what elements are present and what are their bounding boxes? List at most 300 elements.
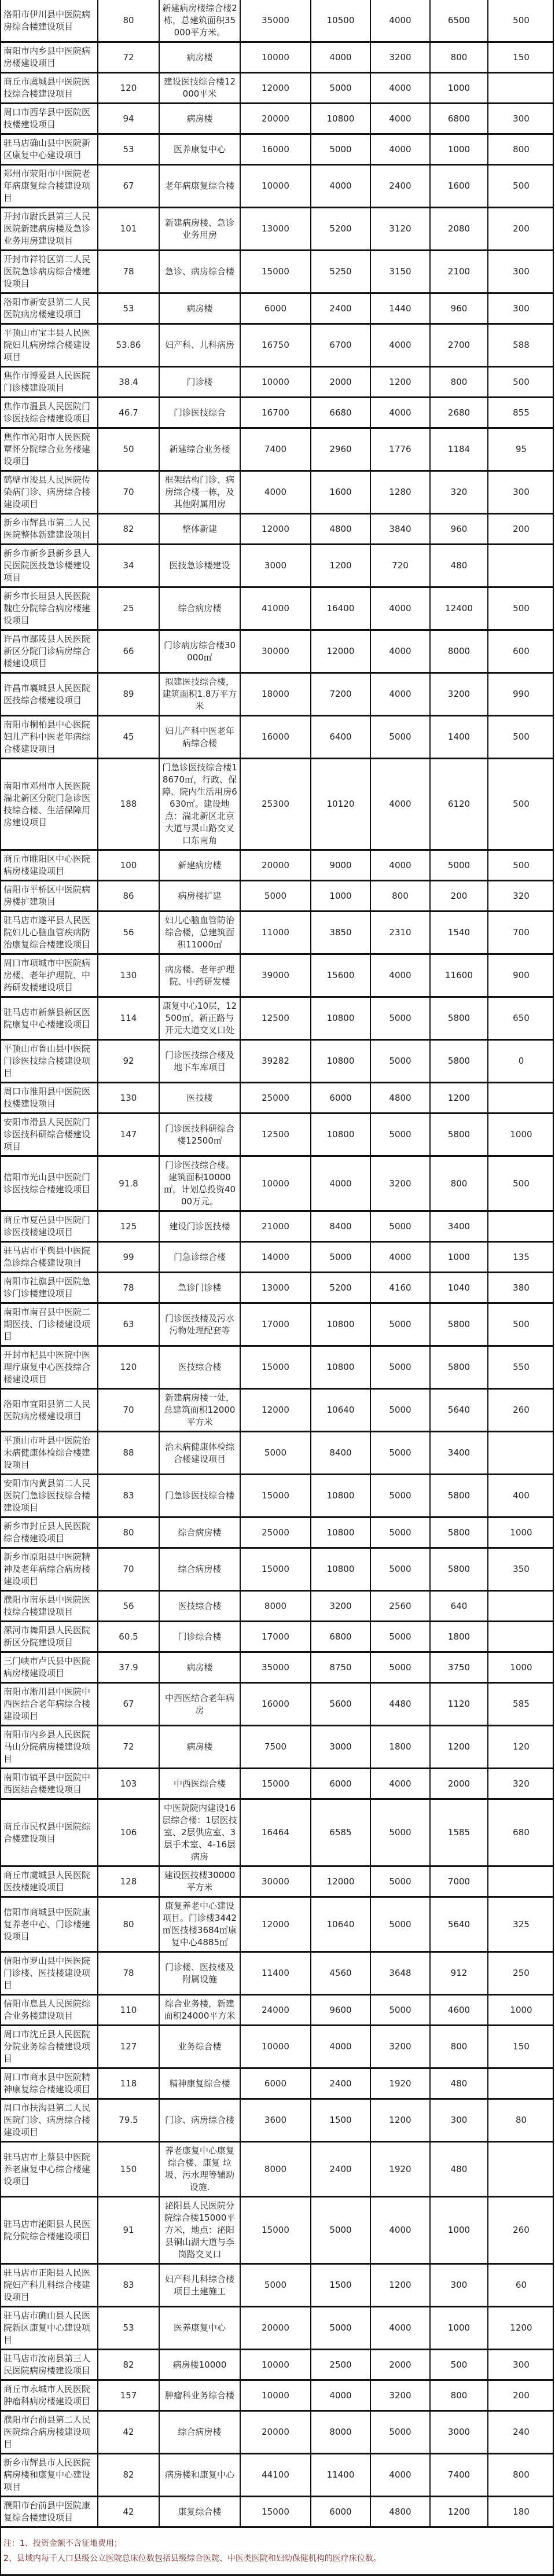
- annual-plan-cell: 300: [488, 293, 554, 324]
- project-name-cell: 南阳市桐柏县中心医院妇儿产科中医老年病综合楼建设项目: [1, 716, 98, 759]
- local-funding-cell: 5640: [430, 1389, 488, 1432]
- total-investment-cell: 10800: [311, 1517, 370, 1548]
- beds-per-thousand-cell: 94: [98, 104, 159, 134]
- construction-content-cell: 中医院院内建设16层综合楼：1层医技室、2层供应室、3层手术室、4-16层病房: [159, 1799, 240, 1866]
- central-funding-cell: 4000: [370, 2454, 430, 2497]
- building-area-cell: 39282: [240, 1040, 311, 1083]
- beds-per-thousand-cell: 103: [98, 1769, 159, 1799]
- beds-per-thousand-cell: 63: [98, 1303, 159, 1346]
- total-investment-cell: 10800: [311, 1548, 370, 1591]
- construction-content-cell: 病房楼扩建: [159, 881, 240, 912]
- annual-plan-cell: 200: [488, 514, 554, 545]
- project-name-cell: 商丘市睢阳区中心医院病房楼建设项目: [1, 850, 98, 881]
- total-investment-cell: 9600: [311, 1995, 370, 2026]
- table-row: [1, 1040, 554, 1083]
- table-row: [1, 1591, 554, 1622]
- annual-plan-cell: 588: [488, 324, 554, 367]
- table-row: [1, 104, 554, 134]
- local-funding-cell: 5800: [430, 997, 488, 1040]
- construction-content-cell: 门诊医技综合楼。建筑面积10000㎡，计划总投资4000万元。: [159, 1156, 240, 1211]
- central-funding-cell: 5000: [370, 1303, 430, 1346]
- central-funding-cell: 5000: [370, 1432, 430, 1475]
- construction-content-cell: 新建病房楼、急诊业务用房: [159, 208, 240, 251]
- beds-per-thousand-cell: 80: [98, 1897, 159, 1952]
- project-name-cell: 南阳市南召县中医院二期医技、门诊楼建设项目: [1, 1303, 98, 1346]
- construction-content-cell: 门诊医技综合楼及地下车库项目: [159, 1040, 240, 1083]
- table-row: [1, 1114, 554, 1156]
- total-investment-cell: 4000: [311, 165, 370, 208]
- annual-plan-cell: 500: [488, 850, 554, 881]
- central-funding-cell: 5000: [370, 1548, 430, 1591]
- project-name-cell: 开封市尉氏县第三人民医院新建病房楼及急诊业务用房建设项目: [1, 208, 98, 251]
- local-funding-cell: 5800: [430, 1475, 488, 1517]
- table-row: [1, 587, 554, 630]
- construction-content-cell: 病房楼: [159, 104, 240, 134]
- table-row: [1, 1083, 554, 1114]
- beds-per-thousand-cell: 188: [98, 759, 159, 850]
- total-investment-cell: 4000: [311, 2380, 370, 2411]
- construction-content-cell: 妇产科、儿科病房: [159, 324, 240, 367]
- central-funding-cell: 4000: [370, 324, 430, 367]
- project-name-cell: 信阳市息县人民医院综合业务楼建设项目: [1, 1995, 98, 2026]
- beds-per-thousand-cell: 120: [98, 73, 159, 104]
- construction-content-cell: 门诊医技楼及污水污物处理配套等: [159, 1303, 240, 1346]
- beds-per-thousand-cell: 56: [98, 912, 159, 954]
- beds-per-thousand-cell: 82: [98, 514, 159, 545]
- annual-plan-cell: 260: [488, 1389, 554, 1432]
- project-name-cell: 商丘市民权县中医院综合楼建设项目: [1, 1799, 98, 1866]
- annual-plan-cell: 1200: [488, 2307, 554, 2350]
- building-area-cell: 16750: [240, 324, 311, 367]
- total-investment-cell: 2000: [311, 367, 370, 398]
- beds-per-thousand-cell: 70: [98, 1548, 159, 1591]
- local-funding-cell: 1400: [430, 716, 488, 759]
- total-investment-cell: 5600: [311, 1683, 370, 1726]
- annual-plan-cell: 700: [488, 912, 554, 954]
- construction-content-cell: 治未病健康体检综合楼建设项目: [159, 1432, 240, 1475]
- local-funding-cell: 800: [430, 2380, 488, 2411]
- total-investment-cell: 6585: [311, 1799, 370, 1866]
- project-name-cell: 周口市淮阳县中医院医技楼建设项目: [1, 1083, 98, 1114]
- construction-content-cell: 医技楼: [159, 1083, 240, 1114]
- central-funding-cell: 4000: [370, 954, 430, 997]
- construction-content-cell: 中西医结合老年病房: [159, 1683, 240, 1726]
- project-name-cell: 驻马店市确山县人民医院新区康复中心建设项目: [1, 2307, 98, 2350]
- central-funding-cell: 3150: [370, 251, 430, 293]
- annual-plan-cell: 350: [488, 1548, 554, 1591]
- construction-content-cell: 门诊医技综合: [159, 398, 240, 428]
- total-investment-cell: 10800: [311, 1040, 370, 1083]
- table-row: [1, 1273, 554, 1303]
- project-name-cell: 濮阳市台前县中医院康复综合楼建设项目: [1, 2497, 98, 2527]
- construction-content-cell: 病房楼: [159, 1726, 240, 1769]
- building-area-cell: 10000: [240, 165, 311, 208]
- table-row: [1, 1866, 554, 1897]
- construction-content-cell: 医技综合楼: [159, 1591, 240, 1622]
- construction-content-cell: 新建病房楼: [159, 850, 240, 881]
- annual-plan-cell: [488, 2068, 554, 2099]
- building-area-cell: 10000: [240, 367, 311, 398]
- total-investment-cell: 2500: [311, 2350, 370, 2380]
- project-name-cell: 驻马店确山县中医院新区康复中心建设项目: [1, 134, 98, 165]
- central-funding-cell: 4000: [370, 587, 430, 630]
- building-area-cell: 14000: [240, 1242, 311, 1273]
- local-funding-cell: 7400: [430, 2454, 488, 2497]
- central-funding-cell: 4000: [370, 1242, 430, 1273]
- building-area-cell: 12500: [240, 997, 311, 1040]
- beds-per-thousand-cell: 86: [98, 881, 159, 912]
- central-funding-cell: 1200: [370, 367, 430, 398]
- beds-per-thousand-cell: 34: [98, 545, 159, 587]
- construction-content-cell: 门诊综合楼: [159, 1622, 240, 1652]
- local-funding-cell: 8000: [430, 630, 488, 673]
- central-funding-cell: 3200: [370, 42, 430, 73]
- building-area-cell: 20000: [240, 104, 311, 134]
- central-funding-cell: 1200: [370, 2099, 430, 2142]
- project-name-cell: 郑州市荥阳市中医院老年病康复综合楼建设项目: [1, 165, 98, 208]
- beds-per-thousand-cell: 53: [98, 2307, 159, 2350]
- beds-per-thousand-cell: 83: [98, 2264, 159, 2307]
- local-funding-cell: 7000: [430, 1866, 488, 1897]
- beds-per-thousand-cell: 78: [98, 1273, 159, 1303]
- total-investment-cell: 16400: [311, 587, 370, 630]
- building-area-cell: 5000: [240, 2264, 311, 2307]
- building-area-cell: 15000: [240, 1769, 311, 1799]
- project-name-cell: 开封市祥符区第二人民医院急诊病房综合楼建设项目: [1, 251, 98, 293]
- total-investment-cell: 2400: [311, 2068, 370, 2099]
- construction-content-cell: 病房楼: [159, 293, 240, 324]
- table-row: [1, 324, 554, 367]
- local-funding-cell: 960: [430, 293, 488, 324]
- project-name-cell: 洛阳市宜阳县第二人民医院病房楼建设项目: [1, 1389, 98, 1432]
- project-name-cell: 商丘市夏邑县中医院门诊医技楼建设项目: [1, 1211, 98, 1242]
- total-investment-cell: 10800: [311, 1475, 370, 1517]
- local-funding-cell: 1585: [430, 1799, 488, 1866]
- project-name-cell: 新乡市封丘县人民医院综合楼建设项目: [1, 1517, 98, 1548]
- construction-content-cell: 整体新建: [159, 514, 240, 545]
- central-funding-cell: 5000: [370, 1346, 430, 1389]
- project-name-cell: 周口市西华县中医院医技楼建设项目: [1, 104, 98, 134]
- beds-per-thousand-cell: 38.4: [98, 367, 159, 398]
- beds-per-thousand-cell: 101: [98, 208, 159, 251]
- central-funding-cell: 5000: [370, 1799, 430, 1866]
- total-investment-cell: 4800: [311, 514, 370, 545]
- local-funding-cell: 500: [430, 2350, 488, 2380]
- annual-plan-cell: 250: [488, 1952, 554, 1995]
- table-row: [1, 2497, 554, 2527]
- total-investment-cell: 6680: [311, 398, 370, 428]
- footnote-2: 2、县域内每千人口县级公立医院总床位数包括县级综合医院、中医类医院和妇幼保健机构的医疗床位数。: [3, 2554, 381, 2563]
- table-row: [1, 2380, 554, 2411]
- local-funding-cell: 800: [430, 367, 488, 398]
- building-area-cell: 15000: [240, 251, 311, 293]
- beds-per-thousand-cell: 42: [98, 2497, 159, 2527]
- total-investment-cell: 5000: [311, 73, 370, 104]
- central-funding-cell: 4000: [370, 398, 430, 428]
- beds-per-thousand-cell: 147: [98, 1114, 159, 1156]
- annual-plan-cell: 585: [488, 1683, 554, 1726]
- beds-per-thousand-cell: 88: [98, 1432, 159, 1475]
- building-area-cell: 16464: [240, 1799, 311, 1866]
- table-row: [1, 1897, 554, 1952]
- annual-plan-cell: 500: [488, 759, 554, 850]
- beds-per-thousand-cell: 78: [98, 1952, 159, 1995]
- local-funding-cell: 2700: [430, 324, 488, 367]
- annual-plan-cell: [488, 1083, 554, 1114]
- total-investment-cell: 15600: [311, 954, 370, 997]
- total-investment-cell: 5000: [311, 1242, 370, 1273]
- local-funding-cell: 2000: [430, 1769, 488, 1799]
- local-funding-cell: 2080: [430, 208, 488, 251]
- table-row: [1, 912, 554, 954]
- central-funding-cell: 5000: [370, 1897, 430, 1952]
- total-investment-cell: 10500: [311, 0, 370, 42]
- annual-plan-cell: 0: [488, 1040, 554, 1083]
- beds-per-thousand-cell: 53: [98, 134, 159, 165]
- central-funding-cell: 1440: [370, 293, 430, 324]
- construction-content-cell: 建设门诊医技楼: [159, 1211, 240, 1242]
- table-row: [1, 2068, 554, 2099]
- project-name-cell: 南阳市内乡县人民医院马山分院病房楼建设项目: [1, 1726, 98, 1769]
- construction-content-cell: 康复养老中心建设项目。门诊楼3442㎡医技楼3684㎡康复中心4885㎡: [159, 1897, 240, 1952]
- table-row: [1, 2411, 554, 2454]
- table-row: [1, 2026, 554, 2068]
- building-area-cell: 16000: [240, 1683, 311, 1726]
- annual-plan-cell: 240: [488, 2411, 554, 2454]
- total-investment-cell: 4000: [311, 42, 370, 73]
- beds-per-thousand-cell: 91.8: [98, 1156, 159, 1211]
- table-row: [1, 1475, 554, 1517]
- total-investment-cell: 8400: [311, 1432, 370, 1475]
- building-area-cell: 10000: [240, 2350, 311, 2380]
- beds-per-thousand-cell: 67: [98, 1683, 159, 1726]
- project-name-cell: 许昌市鄢陵县人民医院新区分院门诊病房综合楼建设项目: [1, 630, 98, 673]
- building-area-cell: 20000: [240, 850, 311, 881]
- beds-per-thousand-cell: 37.9: [98, 1652, 159, 1683]
- table-row: [1, 134, 554, 165]
- total-investment-cell: 5000: [311, 2307, 370, 2350]
- construction-content-cell: 拟建医技综合楼，建筑面积1.8万平方米: [159, 673, 240, 716]
- local-funding-cell: 5800: [430, 1346, 488, 1389]
- beds-per-thousand-cell: 42: [98, 2411, 159, 2454]
- central-funding-cell: 5000: [370, 1389, 430, 1432]
- annual-plan-cell: 320: [488, 881, 554, 912]
- local-funding-cell: 3200: [430, 673, 488, 716]
- local-funding-cell: 200: [430, 881, 488, 912]
- total-investment-cell: 12000: [311, 630, 370, 673]
- central-funding-cell: 5000: [370, 1622, 430, 1652]
- construction-content-cell: 门急诊综合楼: [159, 1242, 240, 1273]
- table-row: [1, 673, 554, 716]
- hospital-project-table: [1, 0, 554, 2528]
- annual-plan-cell: 300: [488, 2350, 554, 2380]
- table-row: [1, 1303, 554, 1346]
- annual-plan-cell: 500: [488, 1303, 554, 1346]
- table-footnotes: [1, 2528, 553, 2576]
- beds-per-thousand-cell: 79.5: [98, 2099, 159, 2142]
- central-funding-cell: 1800: [370, 1726, 430, 1769]
- annual-plan-cell: [488, 1866, 554, 1897]
- local-funding-cell: 1000: [430, 2197, 488, 2264]
- project-name-cell: 新乡市辉县市人民医院病房楼和康复中心建设项目: [1, 2454, 98, 2497]
- annual-plan-cell: 80: [488, 2099, 554, 2142]
- building-area-cell: 10000: [240, 2026, 311, 2068]
- local-funding-cell: 5800: [430, 1517, 488, 1548]
- construction-content-cell: 框架结构门诊、病房综合楼一栋，及其他附属用房: [159, 471, 240, 514]
- local-funding-cell: 800: [430, 1156, 488, 1211]
- project-name-cell: 平顶山市宝丰县人民医院妇儿病房综合楼建设项目: [1, 324, 98, 367]
- central-funding-cell: 3200: [370, 1156, 430, 1211]
- annual-plan-cell: [488, 1591, 554, 1622]
- project-name-cell: 新乡市长垣县人民医院魏庄分院综合病房楼建设项目: [1, 587, 98, 630]
- total-investment-cell: 6000: [311, 1083, 370, 1114]
- beds-per-thousand-cell: 120: [98, 1346, 159, 1389]
- total-investment-cell: 1200: [311, 545, 370, 587]
- local-funding-cell: 300: [430, 2264, 488, 2307]
- project-name-cell: 商丘市虞城县人民医院医技楼建设项目: [1, 1866, 98, 1897]
- table-row: [1, 881, 554, 912]
- table-row: [1, 759, 554, 850]
- building-area-cell: 35000: [240, 1652, 311, 1683]
- project-name-cell: 驻马店市泌阳县人民医院分院综合楼建设项目: [1, 2197, 98, 2264]
- beds-per-thousand-cell: 114: [98, 997, 159, 1040]
- central-funding-cell: 5000: [370, 2411, 430, 2454]
- table-row: [1, 2142, 554, 2197]
- project-name-cell: 驻马店市上蔡县中医院养老康复中心综合楼建设项目: [1, 2142, 98, 2197]
- table-row: [1, 1389, 554, 1432]
- building-area-cell: 39000: [240, 954, 311, 997]
- local-funding-cell: 5800: [430, 1114, 488, 1156]
- construction-content-cell: 医技综合楼: [159, 1346, 240, 1389]
- construction-content-cell: 医养康复中心: [159, 2307, 240, 2350]
- construction-content-cell: 急诊门诊楼: [159, 1273, 240, 1303]
- central-funding-cell: 2400: [370, 165, 430, 208]
- central-funding-cell: 4480: [370, 1683, 430, 1726]
- building-area-cell: 11000: [240, 912, 311, 954]
- project-name-cell: 平顶山市叶县中医院治未病健康体检综合楼建设项目: [1, 1432, 98, 1475]
- project-name-cell: 信阳市平桥区中医院病房楼扩建项目: [1, 881, 98, 912]
- annual-plan-cell: 120: [488, 1726, 554, 1769]
- construction-content-cell: 康复综合楼: [159, 2497, 240, 2527]
- local-funding-cell: 1540: [430, 912, 488, 954]
- table-row: [1, 293, 554, 324]
- project-name-cell: 周口市沈丘县人民医院分院业务综合楼建设项目: [1, 2026, 98, 2068]
- beds-per-thousand-cell: 67: [98, 165, 159, 208]
- construction-content-cell: 医技急诊楼建设: [159, 545, 240, 587]
- local-funding-cell: 2100: [430, 251, 488, 293]
- beds-per-thousand-cell: 91: [98, 2197, 159, 2264]
- central-funding-cell: 4000: [370, 673, 430, 716]
- construction-content-cell: 泌阳县人民医院分院综合楼15000平方米，地点：泌阳县铜山湖大道与李岗路交叉口: [159, 2197, 240, 2264]
- building-area-cell: 10000: [240, 2380, 311, 2411]
- central-funding-cell: 1280: [370, 471, 430, 514]
- project-name-cell: 平顶山市鲁山县中医院门诊医技综合楼建设项目: [1, 1040, 98, 1083]
- project-name-cell: 洛阳市新安县第二人民医院病房楼建设项目: [1, 293, 98, 324]
- local-funding-cell: 480: [430, 2068, 488, 2099]
- central-funding-cell: 1200: [370, 2264, 430, 2307]
- total-investment-cell: 10120: [311, 759, 370, 850]
- beds-per-thousand-cell: 83: [98, 1475, 159, 1517]
- beds-per-thousand-cell: 130: [98, 954, 159, 997]
- building-area-cell: 7400: [240, 428, 311, 471]
- central-funding-cell: 4000: [370, 73, 430, 104]
- local-funding-cell: 480: [430, 545, 488, 587]
- central-funding-cell: 5000: [370, 716, 430, 759]
- local-funding-cell: 4600: [430, 1995, 488, 2026]
- table-row: [1, 954, 554, 997]
- annual-plan-cell: 380: [488, 1273, 554, 1303]
- project-name-cell: 许昌市襄城县人民医院医技综合楼建设项目: [1, 673, 98, 716]
- central-funding-cell: 1776: [370, 428, 430, 471]
- project-name-cell: 驻马店市新蔡县新区医院康复中心楼建设项目: [1, 997, 98, 1040]
- project-name-cell: 驻马店市汝南县第三人民医院病房楼建设项目: [1, 2350, 98, 2380]
- table-row: [1, 545, 554, 587]
- local-funding-cell: 800: [430, 42, 488, 73]
- central-funding-cell: 3648: [370, 1952, 430, 1995]
- construction-content-cell: 门急诊医技综合楼: [159, 1475, 240, 1517]
- central-funding-cell: 4160: [370, 1273, 430, 1303]
- beds-per-thousand-cell: 66: [98, 630, 159, 673]
- construction-content-cell: 老年病康复综合楼: [159, 165, 240, 208]
- beds-per-thousand-cell: 89: [98, 673, 159, 716]
- project-name-cell: 焦作市温县人民医院门诊医技综合楼建设项目: [1, 398, 98, 428]
- total-investment-cell: 8750: [311, 1652, 370, 1683]
- project-name-cell: 安阳市滑县人民医院门诊医技科研综合楼建设项目: [1, 1114, 98, 1156]
- total-investment-cell: 1000: [311, 881, 370, 912]
- local-funding-cell: 320: [430, 471, 488, 514]
- local-funding-cell: 1040: [430, 1273, 488, 1303]
- local-funding-cell: 2680: [430, 398, 488, 428]
- annual-plan-cell: 500: [488, 587, 554, 630]
- construction-content-cell: 病房楼和康复中心: [159, 2454, 240, 2497]
- central-funding-cell: 5000: [370, 1517, 430, 1548]
- total-investment-cell: 3000: [311, 1726, 370, 1769]
- annual-plan-cell: [488, 73, 554, 104]
- local-funding-cell: 5800: [430, 1548, 488, 1591]
- beds-per-thousand-cell: 80: [98, 1517, 159, 1548]
- construction-content-cell: 病房楼10000: [159, 2350, 240, 2380]
- annual-plan-cell: 500: [488, 716, 554, 759]
- project-name-cell: 鹤壁市浚县人民医院传染病门诊、病房综合楼建设项目: [1, 471, 98, 514]
- building-area-cell: 16700: [240, 398, 311, 428]
- beds-per-thousand-cell: 82: [98, 2350, 159, 2380]
- building-area-cell: 12000: [240, 1897, 311, 1952]
- beds-per-thousand-cell: 128: [98, 1866, 159, 1897]
- total-investment-cell: 10640: [311, 1389, 370, 1432]
- beds-per-thousand-cell: 130: [98, 1083, 159, 1114]
- building-area-cell: 16000: [240, 716, 311, 759]
- annual-plan-cell: 500: [488, 1156, 554, 1211]
- annual-plan-cell: 200: [488, 2380, 554, 2411]
- table-row: [1, 1242, 554, 1273]
- project-name-cell: 开封市杞县中医院中医理疗康复中心医技综合楼建设项目: [1, 1346, 98, 1389]
- construction-content-cell: 妇儿产科中医老年病综合楼: [159, 716, 240, 759]
- beds-per-thousand-cell: 56: [98, 1591, 159, 1622]
- project-name-cell: 洛阳市伊川县中医院病房综合楼建设项目: [1, 0, 98, 42]
- total-investment-cell: 6700: [311, 324, 370, 367]
- construction-content-cell: 门急诊医技综合楼18670㎡，行政、保障、院内生活用房6630㎡。建设地点：湍北新区北京大道与灵山路交叉口东南角: [159, 759, 240, 850]
- total-investment-cell: 10800: [311, 997, 370, 1040]
- project-name-cell: 漯河市舞阳县人民医院新区分院建设项目: [1, 1622, 98, 1652]
- local-funding-cell: 11600: [430, 954, 488, 997]
- annual-plan-cell: 900: [488, 954, 554, 997]
- central-funding-cell: 4000: [370, 134, 430, 165]
- project-name-cell: 安阳市内黄县第二人民医院门急诊医技综合楼建设项目: [1, 1475, 98, 1517]
- central-funding-cell: 800: [370, 881, 430, 912]
- building-area-cell: 16000: [240, 134, 311, 165]
- central-funding-cell: 4000: [370, 2307, 430, 2350]
- local-funding-cell: 1000: [430, 134, 488, 165]
